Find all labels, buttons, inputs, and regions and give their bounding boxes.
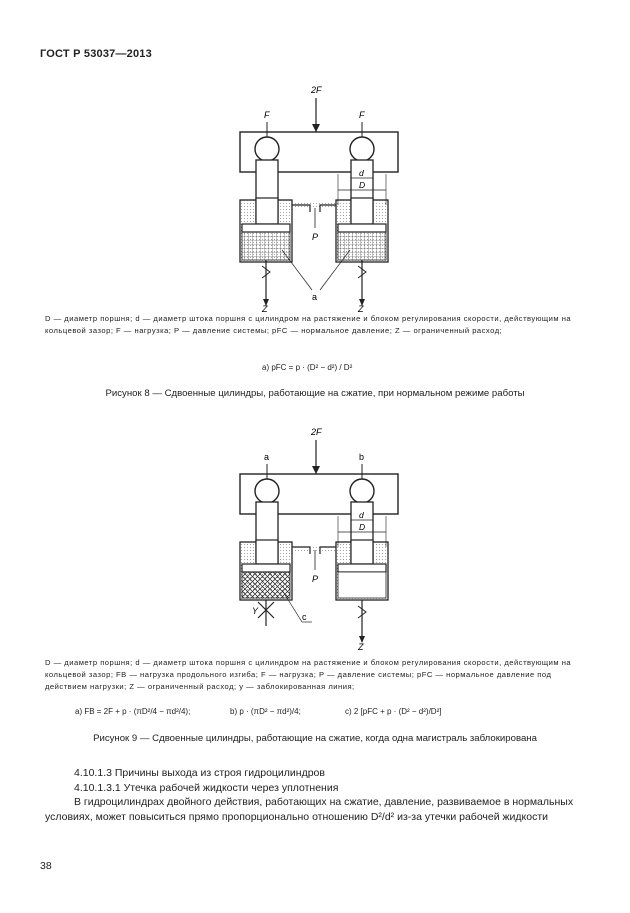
svg-text:a: a — [264, 452, 270, 462]
figure-8-formula: а) pFC = p · (D² − d²) / D² — [262, 363, 353, 372]
figure-9-legend: D — диаметр поршня; d — диаметр штока поршня с цилиндром на растяжение и блоком регулирования скорости, действующим на кольцевой зазор; FB — нагрузка продольного изгиба; F — нагрузка; P — давление системы; pFC — нормальное давление под действием нагрузки; Z — ограниченный расход; y — заблокированная линия; — [45, 658, 572, 691]
svg-text:D: D — [359, 180, 366, 190]
figure-8-legend: D — диаметр поршня; d — диаметр штока поршня с цилиндром на растяжение и блоком регулирования скорости, действующим на кольцевой зазор; F — нагрузка; P — давление системы; pFC — нормальное давление; Z — ограниченный расход; — [45, 314, 572, 335]
svg-text:F: F — [359, 110, 365, 120]
svg-text:Y: Y — [252, 606, 259, 616]
svg-text:P: P — [312, 232, 319, 242]
svg-text:d: d — [359, 510, 364, 520]
figure-8-diagram — [220, 80, 420, 312]
section-heading-2: 4.10.1.3.1 Утечка рабочей жидкости через уплотнения — [74, 782, 339, 794]
svg-text:b: b — [359, 452, 365, 462]
svg-text:P: P — [312, 574, 319, 584]
section-heading-1: 4.10.1.3 Причины выхода из строя гидроцилиндров — [74, 767, 325, 779]
svg-text:D: D — [359, 522, 366, 532]
svg-text:2F: 2F — [311, 427, 322, 437]
svg-text:c: c — [302, 612, 307, 622]
figure-9-title: Рисунок 9 — Сдвоенные цилиндры, работающие на сжатие, когда одна магистраль заблокирована — [93, 733, 537, 744]
svg-text:a: a — [312, 292, 318, 302]
svg-text:Z: Z — [358, 304, 364, 312]
svg-text:d: d — [359, 168, 364, 178]
section-paragraph: В гидроцилиндрах двойного действия, работающих на сжатие, давление, развиваемое в нормальных условиях, может повыситься прямо пропорционально отношению D²/d² из-за утечки рабочей жидкости — [45, 796, 574, 823]
document-header: ГОСТ Р 53037—2013 — [40, 48, 152, 60]
label-2f: 2F — [311, 85, 322, 95]
figure-9-formula-c: c) 2 [pFC + p · (D² − d²)/D²] — [345, 707, 442, 716]
page-number: 38 — [40, 860, 52, 872]
figure-8-title: Рисунок 8 — Сдвоенные цилиндры, работающие на сжатие, при нормальном режиме работы — [105, 388, 525, 399]
figure-9-diagram — [220, 424, 420, 654]
svg-text:Z: Z — [358, 642, 364, 652]
svg-text:Z: Z — [262, 304, 268, 312]
figure-9-formula-b: b) p · (πD² − πd²)/4; — [230, 707, 301, 716]
svg-text:F: F — [264, 110, 270, 120]
figure-9-formula-a: а) FB = 2F + p · (πD²/4 − πd²/4); — [75, 707, 191, 716]
